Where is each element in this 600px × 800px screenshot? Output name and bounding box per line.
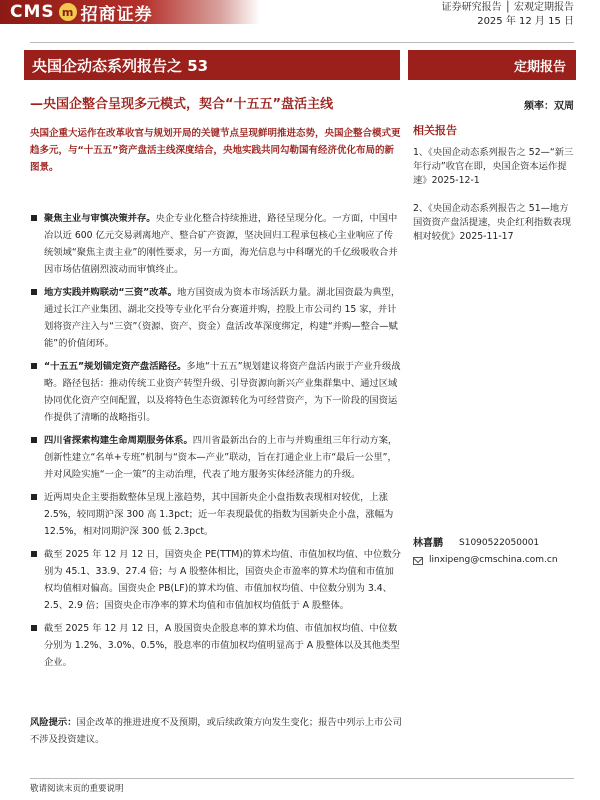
logo-chinese: 招商证券 xyxy=(80,4,153,25)
key-point-text: 多地“十五五”规划建议将资产盘活内嵌于产业升级战略。路径包括：推动传统工业资产转型升级、引导资源向新兴产业集群集中、通过区域协同优化资产空间配置，以及将特色生态资源转化为可经营资产，为下一阶段的国资运作提供了清晰的战略指引。 xyxy=(44,361,401,423)
analyst-email-row xyxy=(413,552,577,569)
report-type-badge: 定期报告 xyxy=(408,50,576,80)
report-date: 2025 年 12 月 15 日 xyxy=(477,16,574,27)
header-divider xyxy=(30,42,574,43)
related-report-link[interactable]: 2、《央国企动态系列报告之 51—地方国资资产盘活提速，央企红利指数表现相对较优》2025-11-17 xyxy=(413,203,572,242)
key-point-text: 近两周央企主要指数整体呈现上涨趋势，其中国新央企小盘指数表现相对较优，上涨 2.5%，较同期沪深 300 高 1.3pct；近一年表现最优的指数为国新央企小盘，涨幅为 12.5%，相对同期沪深 300 低 2.3pct。 xyxy=(44,492,394,537)
related-reports-heading: 相关报告 xyxy=(413,124,457,137)
key-point-head: 四川省探索构建生命周期服务体系。 xyxy=(44,435,193,446)
abstract: 央国企重大运作在改革收官与规划开局的关键节点呈现鲜明推进态势，央国企整合模式更趋多元，与“十五五”资产盘活主线深度结合，央地实践共同勾勒国有经济优化布局的新图景。 xyxy=(30,128,401,173)
brand-logo xyxy=(10,1,153,23)
key-point xyxy=(30,546,402,614)
key-point xyxy=(30,489,402,540)
header-meta xyxy=(442,1,574,29)
series-title: 央国企动态系列报告之 53 xyxy=(24,50,400,80)
report-category: 证券研究报告 │ 宏观定期报告 xyxy=(441,2,574,13)
analyst-email[interactable]: linxipeng@cmschina.com.cn xyxy=(429,555,558,565)
key-point xyxy=(30,210,402,278)
mail-icon xyxy=(413,557,423,565)
key-point-text: 截至 2025 年 12 月 12 日，国资央企 PE(TTM)的算术均值、市值加权均值、中位数分别为 45.1、33.9、27.4 倍；与 A 股整体相比，国资央企市盈率的算术均值和市值加权均值相对偏高。国资央企 PB(LF)的算术均值、市值加权均值、中位数分别为 3.4、2.5、2.9 倍；国资央企市净率的算术均值和市值加权均值低于 A 股整体。 xyxy=(44,549,401,611)
frequency-label: 频率：双周 xyxy=(524,101,574,112)
analyst-row xyxy=(413,535,577,552)
logo-latin: CMS xyxy=(10,2,55,22)
risk-warning xyxy=(30,714,410,748)
analyst-name: 林喜鹏 xyxy=(413,538,443,549)
footer-divider xyxy=(30,778,574,779)
key-point xyxy=(30,620,402,671)
key-point-text: 截至 2025 年 12 月 12 日，A 股国资央企股息率的算术均值、市值加权均值、中位数分别为 1.2%、3.0%、0.5%，股息率的市值加权均值明显高于 A 股整体以及其他类型企业。 xyxy=(44,623,400,668)
key-point-head: 地方实践并购联动“三资”改革。 xyxy=(44,287,178,298)
key-point xyxy=(30,432,402,483)
risk-text: 国企改革的推进进度不及预期，或后续政策方向发生变化；报告中列示上市公司不涉及投资建议。 xyxy=(30,717,402,745)
analyst-cert: S1090522050001 xyxy=(459,538,540,548)
logo-emblem-icon: m xyxy=(59,3,77,21)
risk-label: 风险提示： xyxy=(30,717,77,728)
related-report-link[interactable]: 1、《央国企动态系列报告之 52—“新三年行动”收官在即，央国企资本运作提速》2025-12-1 xyxy=(413,147,574,186)
key-point xyxy=(30,284,402,352)
key-point-text: 央企专业化整合持续推进，路径呈现分化。一方面，中国中冶以近 600 亿元交易剥离地产、整合矿产资源，坚决回归工程承包核心主业响应了传统领域“聚焦主责主业”的刚性要求，另一方面，海光信息与中科曙光的千亿级吸收合并因市场估值剧烈波动而审慎终止。 xyxy=(44,213,398,275)
key-point-head: 聚焦主业与审慎决策并存。 xyxy=(44,213,156,224)
footer-note: 敬请阅读末页的重要说明 xyxy=(30,784,124,794)
key-point-text: 四川省最新出台的上市与并购重组三年行动方案，创新性建立“名单+专班”机制与“资本—产业”联动，旨在打通企业上市“最后一公里”，并对风险实施“一企一策”的主动治理，代表了地方服务实体经济能力的升级。 xyxy=(44,435,398,480)
key-point-text: 地方国资成为资本市场活跃力量。湖北国资最为典型，通过长江产业集团、湖北交投等专业化平台分赛道并购，控股上市公司约 15 家，并计划将资产注入与“三资”（资源、资产、资金）盘活改革深度绑定，构建“并购—整合—赋能”的价值闭环。 xyxy=(44,287,401,349)
analyst-block xyxy=(413,535,577,569)
key-point-head: “十五五”规划锚定资产盘活路径。 xyxy=(44,361,187,372)
report-subtitle: —央国企整合呈现多元模式，契合“十五五”盘活主线 xyxy=(30,97,334,112)
related-reports-list xyxy=(413,146,577,258)
key-points xyxy=(30,210,402,677)
key-point xyxy=(30,358,402,426)
